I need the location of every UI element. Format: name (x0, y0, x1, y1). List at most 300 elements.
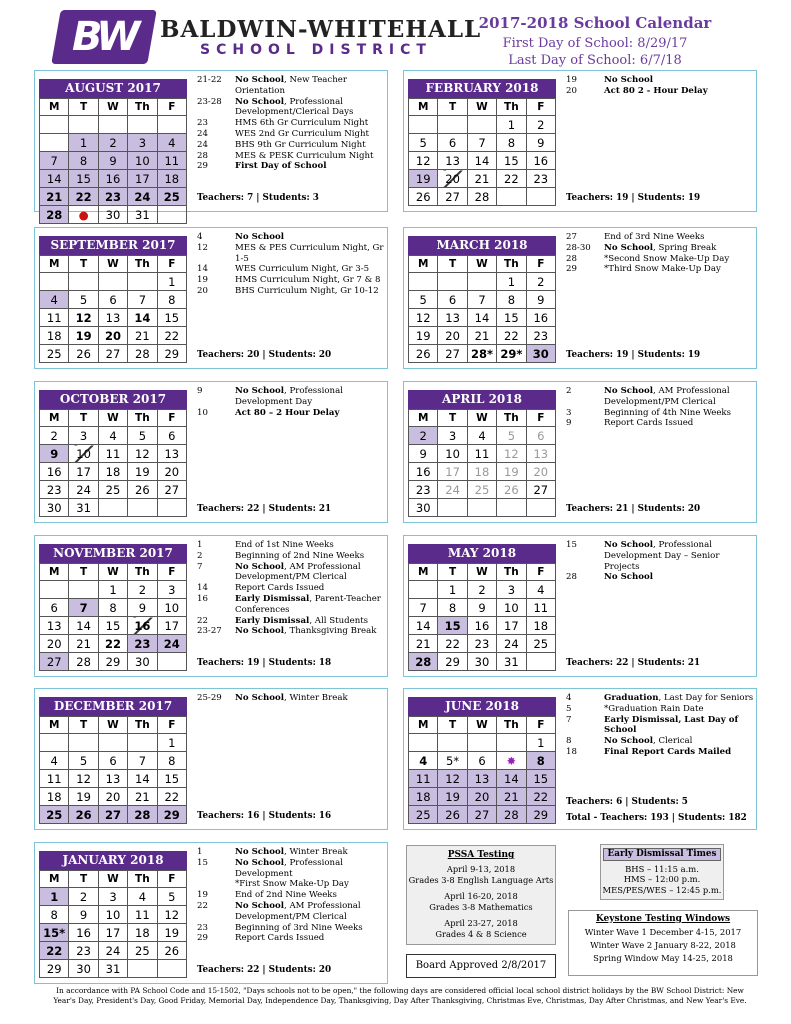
note-text: No School, AM Professional Development/PM Clerical (235, 900, 361, 922)
note-date: 23 (197, 922, 208, 933)
empty-day-cell (157, 499, 186, 517)
day-cell: 11 (40, 770, 69, 788)
day-cell: 16 (128, 617, 157, 635)
note-date: 2 (197, 550, 203, 561)
weekday-header: Th (497, 99, 526, 116)
day-cell: 23 (526, 170, 555, 188)
month-notes (566, 232, 754, 275)
day-cell: 19 (157, 924, 186, 942)
note-text: Act 80 – 2 Hour Delay (235, 407, 340, 418)
day-cell: 14 (497, 770, 526, 788)
month-grid (408, 544, 556, 671)
day-cell: 30 (128, 653, 157, 671)
day-cell: 23 (128, 635, 157, 653)
day-cell: 25 (128, 942, 157, 960)
day-cell: 3 (497, 581, 526, 599)
day-cell: 12 (497, 445, 526, 463)
note-row (197, 151, 385, 162)
month-notes (566, 75, 754, 97)
weekday-header: W (467, 410, 496, 427)
day-cell: 24 (157, 635, 186, 653)
day-cell: 8 (40, 906, 69, 924)
day-cell: 25 (467, 481, 496, 499)
day-cell: 6 (526, 427, 555, 445)
day-cell: 13 (98, 770, 127, 788)
note-row (566, 254, 754, 265)
weekday-header: M (409, 564, 438, 581)
note-text: *First Snow Make-Up Day (235, 879, 349, 890)
day-cell: 5 (69, 752, 98, 770)
note-date: 19 (566, 75, 577, 85)
month-panel (403, 688, 757, 830)
day-cell: 22 (69, 188, 98, 206)
day-cell: 15 (157, 309, 186, 327)
day-cell: 9 (526, 291, 555, 309)
day-cell: 13 (438, 309, 467, 327)
empty-day-cell (467, 499, 496, 517)
pssa-window-2-desc: Grades 3-8 Mathematics (429, 902, 533, 912)
month-grid (39, 697, 187, 824)
note-row (566, 408, 754, 419)
empty-day-cell (40, 116, 69, 134)
month-panel (403, 381, 757, 523)
day-cell: 8 (526, 752, 555, 770)
note-row (197, 847, 385, 858)
weekday-header: M (409, 99, 438, 116)
weekday-header: T (69, 717, 98, 734)
note-row (197, 583, 385, 594)
note-date: 5 (566, 703, 572, 714)
day-cell: 18 (526, 617, 555, 635)
month-name: FEBRUARY 2018 (408, 79, 556, 98)
day-cell: 2 (69, 888, 98, 906)
day-cell: 14 (40, 170, 69, 188)
note-row (566, 264, 754, 275)
day-cell: 6 (157, 427, 186, 445)
month-notes (197, 75, 385, 172)
total-count: Total - Teachers: 193 | Students: 182 (566, 813, 747, 823)
day-cell: 6 (40, 599, 69, 617)
day-cell: 17 (157, 617, 186, 635)
empty-day-cell (438, 499, 467, 517)
empty-day-cell (98, 499, 127, 517)
note-text: No School (604, 572, 653, 583)
note-date: 7 (197, 561, 203, 572)
month-panel (34, 688, 388, 830)
day-cell: 31 (497, 653, 526, 671)
empty-day-cell (40, 134, 69, 152)
day-cell: 20 (438, 170, 467, 188)
day-cell: 11 (157, 152, 186, 170)
note-text: No School, Professional Development (235, 857, 343, 879)
weekday-header: F (526, 256, 555, 273)
day-cell: 21 (409, 635, 438, 653)
day-cell: 7 (40, 152, 69, 170)
day-cell: 27 (438, 188, 467, 206)
weekday-header: Th (128, 564, 157, 581)
day-cell: 28 (128, 345, 157, 363)
month-notes (566, 540, 754, 583)
weekday-header: T (69, 256, 98, 273)
day-cell: 21 (40, 188, 69, 206)
day-cell: 23 (409, 481, 438, 499)
early-dismissal-hms: HMS – 12:00 p.m. (623, 874, 701, 884)
day-cell: 8 (69, 152, 98, 170)
note-date: 29 (566, 264, 577, 275)
day-cell: 28 (497, 806, 526, 824)
day-cell: 15 (497, 152, 526, 170)
empty-day-cell (157, 116, 186, 134)
note-text: Report Cards Issued (235, 583, 325, 594)
day-cell: 27 (98, 345, 127, 363)
day-cell: 29 (526, 806, 555, 824)
day-count-tally: Teachers: 6 | Students: 5 (566, 797, 688, 807)
day-cell: 16 (526, 152, 555, 170)
note-row (197, 243, 385, 265)
day-cell: 26 (409, 345, 438, 363)
empty-day-cell (128, 116, 157, 134)
day-cell: 12 (157, 906, 186, 924)
day-cell: 9 (467, 599, 496, 617)
weekday-header: Th (497, 564, 526, 581)
note-row (197, 933, 385, 944)
empty-day-cell (128, 734, 157, 752)
pssa-window-1-dates: April 9-13, 2018 (446, 864, 516, 874)
note-date: 23-27 (197, 626, 222, 637)
empty-day-cell (69, 581, 98, 599)
day-cell: 2 (128, 581, 157, 599)
note-date: 7 (566, 714, 572, 725)
day-cell: 13 (467, 770, 496, 788)
day-cell: 18 (40, 327, 69, 345)
month-panel (34, 535, 388, 677)
month-name: NOVEMBER 2017 (39, 544, 187, 563)
weekday-header: T (69, 99, 98, 116)
note-row (197, 540, 385, 551)
day-cell: 24 (69, 481, 98, 499)
month-notes (566, 386, 754, 429)
day-cell: 20 (526, 463, 555, 481)
day-cell: 27 (98, 806, 127, 824)
day-cell: 20 (157, 463, 186, 481)
day-cell: 4 (409, 752, 438, 770)
day-cell: 6 (98, 752, 127, 770)
pssa-window-3-desc: Grades 4 & 8 Science (435, 929, 527, 939)
day-cell: 4 (40, 291, 69, 309)
day-cell: 16 (98, 170, 127, 188)
weekday-header: M (40, 99, 69, 116)
day-cell: 10 (69, 445, 98, 463)
day-cell: 4 (526, 581, 555, 599)
day-cell: 30 (467, 653, 496, 671)
day-cell: 5 (409, 291, 438, 309)
note-row (197, 616, 385, 627)
note-text: No School, Thanksgiving Break (235, 626, 377, 637)
note-text: MES & PES Curriculum Night, Gr 1-5 (235, 242, 384, 264)
day-cell: 11 (98, 445, 127, 463)
day-cell: 21 (128, 327, 157, 345)
day-cell: 15 (526, 770, 555, 788)
day-cell: 7 (69, 599, 98, 617)
day-cell: 12 (69, 309, 98, 327)
day-cell: 17 (128, 170, 157, 188)
note-date: 15 (197, 857, 208, 868)
note-text: No School (604, 75, 653, 85)
note-row (197, 901, 385, 923)
empty-day-cell (128, 273, 157, 291)
weekday-header: Th (128, 871, 157, 888)
day-cell: 26 (409, 188, 438, 206)
day-cell: 18 (98, 463, 127, 481)
day-cell: 26 (128, 481, 157, 499)
month-notes (566, 693, 754, 758)
weekday-header: Th (497, 717, 526, 734)
month-grid (39, 390, 187, 517)
day-cell: 22 (157, 788, 186, 806)
month-panel (34, 70, 388, 222)
day-count-tally: Teachers: 7 | Students: 3 (197, 193, 319, 203)
district-name: BALDWIN-WHITEHALL (160, 16, 482, 43)
note-date: 25-29 (197, 693, 222, 703)
early-dismissal-box (600, 844, 724, 900)
month-notes (197, 232, 385, 297)
note-row (566, 86, 754, 97)
empty-day-cell (40, 581, 69, 599)
keystone-testing-box (568, 910, 758, 976)
note-row (197, 140, 385, 151)
empty-day-cell (157, 653, 186, 671)
note-text: BHS Curriculum Night, Gr 10-12 (235, 285, 379, 296)
note-text: *Third Snow Make-Up Day (604, 264, 721, 275)
day-cell: 24 (128, 188, 157, 206)
day-cell: 28 (128, 806, 157, 824)
day-cell: 22 (98, 635, 127, 653)
empty-day-cell (98, 273, 127, 291)
note-text: First Day of School (235, 161, 327, 172)
day-cell: 15 (438, 617, 467, 635)
calendar-title: 2017-2018 School Calendar (478, 14, 712, 32)
day-cell: 31 (128, 206, 157, 224)
day-cell: 18 (467, 463, 496, 481)
board-approved-box: Board Approved 2/8/2017 (406, 954, 556, 978)
day-cell: 22 (526, 788, 555, 806)
note-text: Beginning of 2nd Nine Weeks (235, 550, 365, 561)
day-cell: 19 (128, 463, 157, 481)
keystone-winter-wave-2: Winter Wave 2 January 8-22, 2018 (590, 940, 736, 950)
early-dismissal-bhs: BHS – 11:15 a.m. (625, 863, 699, 874)
day-cell: 1 (497, 116, 526, 134)
day-cell: 30 (526, 345, 555, 363)
day-cell: 8 (497, 291, 526, 309)
day-cell: 1 (497, 273, 526, 291)
day-cell: 6 (438, 134, 467, 152)
month-panel (34, 227, 388, 369)
day-cell: 22 (497, 327, 526, 345)
day-cell: 4 (98, 427, 127, 445)
day-cell: 19 (69, 327, 98, 345)
month-panel (403, 535, 757, 677)
empty-day-cell (409, 734, 438, 752)
weekday-header: M (40, 717, 69, 734)
month-notes (197, 847, 385, 944)
note-text: Report Cards Issued (235, 933, 325, 944)
weekday-header: Th (497, 256, 526, 273)
note-date: 14 (197, 583, 208, 594)
day-cell: 23 (69, 942, 98, 960)
month-name: OCTOBER 2017 (39, 390, 187, 409)
note-text: No School, Spring Break (604, 242, 717, 253)
month-name: DECEMBER 2017 (39, 697, 187, 716)
day-cell: 23 (98, 188, 127, 206)
month-grid (408, 697, 556, 824)
day-count-tally: Teachers: 22 | Students: 21 (566, 658, 701, 668)
note-date: 28 (197, 150, 208, 161)
note-text: HMS Curriculum Night, Gr 7 & 8 (235, 275, 381, 286)
note-row (566, 715, 754, 737)
day-cell: 19 (438, 788, 467, 806)
day-cell: 16 (40, 463, 69, 481)
weekday-header: Th (128, 410, 157, 427)
keystone-heading: Keystone Testing Windows (595, 914, 731, 924)
note-text: Early Dismissal, Last Day of School (604, 714, 739, 736)
day-cell: 12 (128, 445, 157, 463)
note-row (197, 408, 385, 419)
day-cell: 20 (98, 327, 127, 345)
empty-day-cell (157, 960, 186, 978)
day-cell: 28 (467, 188, 496, 206)
empty-day-cell (467, 734, 496, 752)
note-date: 23-28 (197, 96, 222, 107)
note-text: WES Curriculum Night, Gr 3-5 (235, 264, 370, 275)
day-cell: 31 (69, 499, 98, 517)
day-cell: 8 (157, 291, 186, 309)
note-text: No School, AM Professional Development/PM Clerical (604, 386, 730, 407)
month-name: APRIL 2018 (408, 390, 556, 409)
day-cell: 20 (98, 788, 127, 806)
note-row (197, 129, 385, 140)
day-cell: 19 (409, 170, 438, 188)
day-cell: 6 (98, 291, 127, 309)
day-cell: 22 (497, 170, 526, 188)
first-day-line: First Day of School: 8/29/17 (502, 36, 688, 51)
day-cell: 19 (409, 327, 438, 345)
day-cell: 29 (157, 806, 186, 824)
day-cell: 4 (157, 134, 186, 152)
day-cell: 10 (128, 152, 157, 170)
day-cell: 3 (69, 427, 98, 445)
note-text: BHS 9th Gr Curriculum Night (235, 139, 366, 150)
note-row (566, 232, 754, 243)
day-cell: 12 (438, 770, 467, 788)
note-text: No School, Clerical (604, 736, 693, 747)
note-date: 10 (197, 407, 208, 418)
day-cell: 17 (497, 617, 526, 635)
month-name: MAY 2018 (408, 544, 556, 563)
day-cell: 14 (467, 309, 496, 327)
day-cell: 12 (409, 152, 438, 170)
empty-day-cell (69, 734, 98, 752)
day-cell: 3 (98, 888, 127, 906)
weekday-header: W (467, 99, 496, 116)
day-cell: 30 (98, 206, 127, 224)
note-date: 24 (197, 128, 208, 139)
weekday-header: T (438, 99, 467, 116)
day-cell: 16 (409, 463, 438, 481)
note-row (566, 418, 754, 429)
day-cell: 15 (497, 309, 526, 327)
day-cell: 14 (128, 309, 157, 327)
month-name: AUGUST 2017 (39, 79, 187, 98)
day-cell: 12 (409, 309, 438, 327)
note-text: No School, Professional Development Day (235, 386, 343, 407)
note-date (197, 879, 235, 890)
month-grid (408, 236, 556, 363)
note-row (566, 243, 754, 254)
note-text: No School, AM Professional Development/PM Clerical (235, 561, 361, 583)
day-cell: 21 (467, 327, 496, 345)
day-cell: 24 (497, 635, 526, 653)
month-panel (403, 70, 757, 212)
day-cell: 8 (497, 134, 526, 152)
note-row (197, 286, 385, 297)
weekday-header: W (98, 256, 127, 273)
day-cell: 21 (128, 788, 157, 806)
day-cell: 17 (438, 463, 467, 481)
day-cell: 10 (157, 599, 186, 617)
month-name: JUNE 2018 (408, 697, 556, 716)
month-notes (197, 540, 385, 637)
weekday-header: F (157, 871, 186, 888)
note-text: MES & PESK Curriculum Night (235, 150, 374, 161)
day-cell: 9 (526, 134, 555, 152)
day-cell: 9 (40, 445, 69, 463)
pssa-window-1-desc: Grades 3-8 English Language Arts (408, 875, 554, 885)
graduation-star-icon: ✸ (497, 752, 526, 770)
note-row (197, 75, 385, 97)
weekday-header: Th (497, 410, 526, 427)
day-cell: 27 (40, 653, 69, 671)
day-cell: 13 (40, 617, 69, 635)
day-cell: 1 (69, 134, 98, 152)
day-cell: 28 (69, 653, 98, 671)
weekday-header: W (98, 564, 127, 581)
day-cell: 8 (157, 752, 186, 770)
day-cell: 10 (438, 445, 467, 463)
day-cell: 15 (157, 770, 186, 788)
weekday-header: M (40, 410, 69, 427)
note-text: No School, Professional Development/Clerical Days (235, 96, 354, 118)
note-date: 29 (197, 933, 208, 944)
weekday-header: M (40, 871, 69, 888)
day-cell: 10 (98, 906, 127, 924)
day-cell: 16 (467, 617, 496, 635)
day-cell: 7 (467, 134, 496, 152)
note-date: 22 (197, 900, 208, 911)
note-date: 12 (197, 242, 208, 253)
day-cell: 2 (409, 427, 438, 445)
day-cell: 1 (98, 581, 127, 599)
day-count-tally: Teachers: 19 | Students: 19 (566, 193, 701, 203)
keystone-winter-wave-1: Winter Wave 1 December 4-15, 2017 (584, 927, 742, 937)
note-row (197, 551, 385, 562)
day-cell: 20 (40, 635, 69, 653)
day-cell: 2 (526, 273, 555, 291)
empty-day-cell (438, 116, 467, 134)
note-date: 4 (566, 693, 572, 703)
note-row (197, 118, 385, 129)
note-date: 16 (197, 593, 208, 604)
weekday-header: M (409, 717, 438, 734)
